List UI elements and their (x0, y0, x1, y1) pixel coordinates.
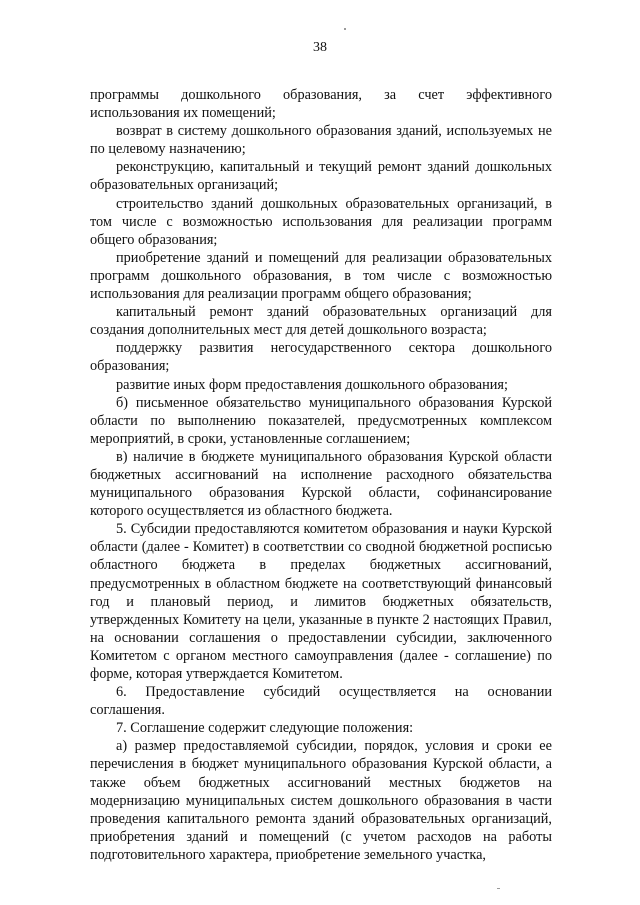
paragraph-7-agreement: 7. Соглашение содержит следующие положения: (116, 720, 414, 737)
document-body (90, 86, 552, 864)
paragraph-5-subsidies: 5. Субсидии предоставляются комитетом образования и науки Курской области (далее - Комитет) в соответствии со сводной бюджетной росписью областного бюджета в пределах бюджетных ассигнований, предусмотренных в областном бюджете на соответствующий финансовый год и плановый период, и лимитов бюджетных обязательств, утвержденных Комитету на цели, указанные в пункте 2 настоящих Правил, на основании соглашения о предоставлении субсидии, заключенного Комитетом с органом местного самоуправления (далее - соглашение) по форме, которая утверждается Комитетом. (90, 521, 552, 682)
paragraph-other-forms: развитие иных форм предоставления дошкольного образования; (116, 376, 508, 393)
paragraph-b-obligation: б) письменное обязательство муниципального образования Курской области по выполнению показателей, предусмотренных комплексом мероприятий, в сроки, установленные соглашением; (90, 394, 552, 447)
paragraph-capital-repair: капитальный ремонт зданий образовательных организаций для создания дополнительных мест для детей дошкольного возраста; (90, 304, 552, 339)
paragraph-a-amount: а) размер предоставляемой субсидии, порядок, условия и сроки ее перечисления в бюджет муниципального образования Курской области, а также объем бюджетных ассигнований местных бюджетов на модернизацию муниципальных систем дошкольного образования в части проведения капитального ремонта зданий образовательных организаций, приобретения зданий и помещений (с учетом расходов на работы подготовительного характера, приобретение земельного участка, (90, 738, 552, 863)
page-number: 38 (313, 40, 327, 55)
paragraph-programs-continuation: программы дошкольного образования, за счет эффективного использования их помещений; (90, 87, 552, 122)
paragraph-6-provision: 6. Предоставление субсидий осуществляется на основании соглашения. (90, 684, 552, 719)
paragraph-acquisition: приобретение зданий и помещений для реализации образовательных программ дошкольного образования, в том числе с возможностью использования для реализации программ общего образования; (90, 249, 552, 303)
paragraph-non-state-sector: поддержку развития негосударственного сектора дошкольного образования; (90, 340, 552, 375)
paragraph-reconstruction: реконструкцию, капитальный и текущий ремонт зданий дошкольных образовательных организаций; (90, 159, 552, 194)
scan-speck (497, 888, 500, 889)
paragraph-return-buildings: возврат в систему дошкольного образования зданий, используемых не по целевому назначению; (90, 123, 552, 158)
paragraph-v-budget: в) наличие в бюджете муниципального образования Курской области бюджетных ассигнований на исполнение расходного обязательства муниципального образования Курской области, софинансирование которого осуществляется из областного бюджета. (90, 448, 552, 520)
scan-speck (344, 28, 346, 30)
paragraph-construction: строительство зданий дошкольных образовательных организаций, в том числе с возможностью использования для реализации программ общего образования; (90, 195, 552, 248)
